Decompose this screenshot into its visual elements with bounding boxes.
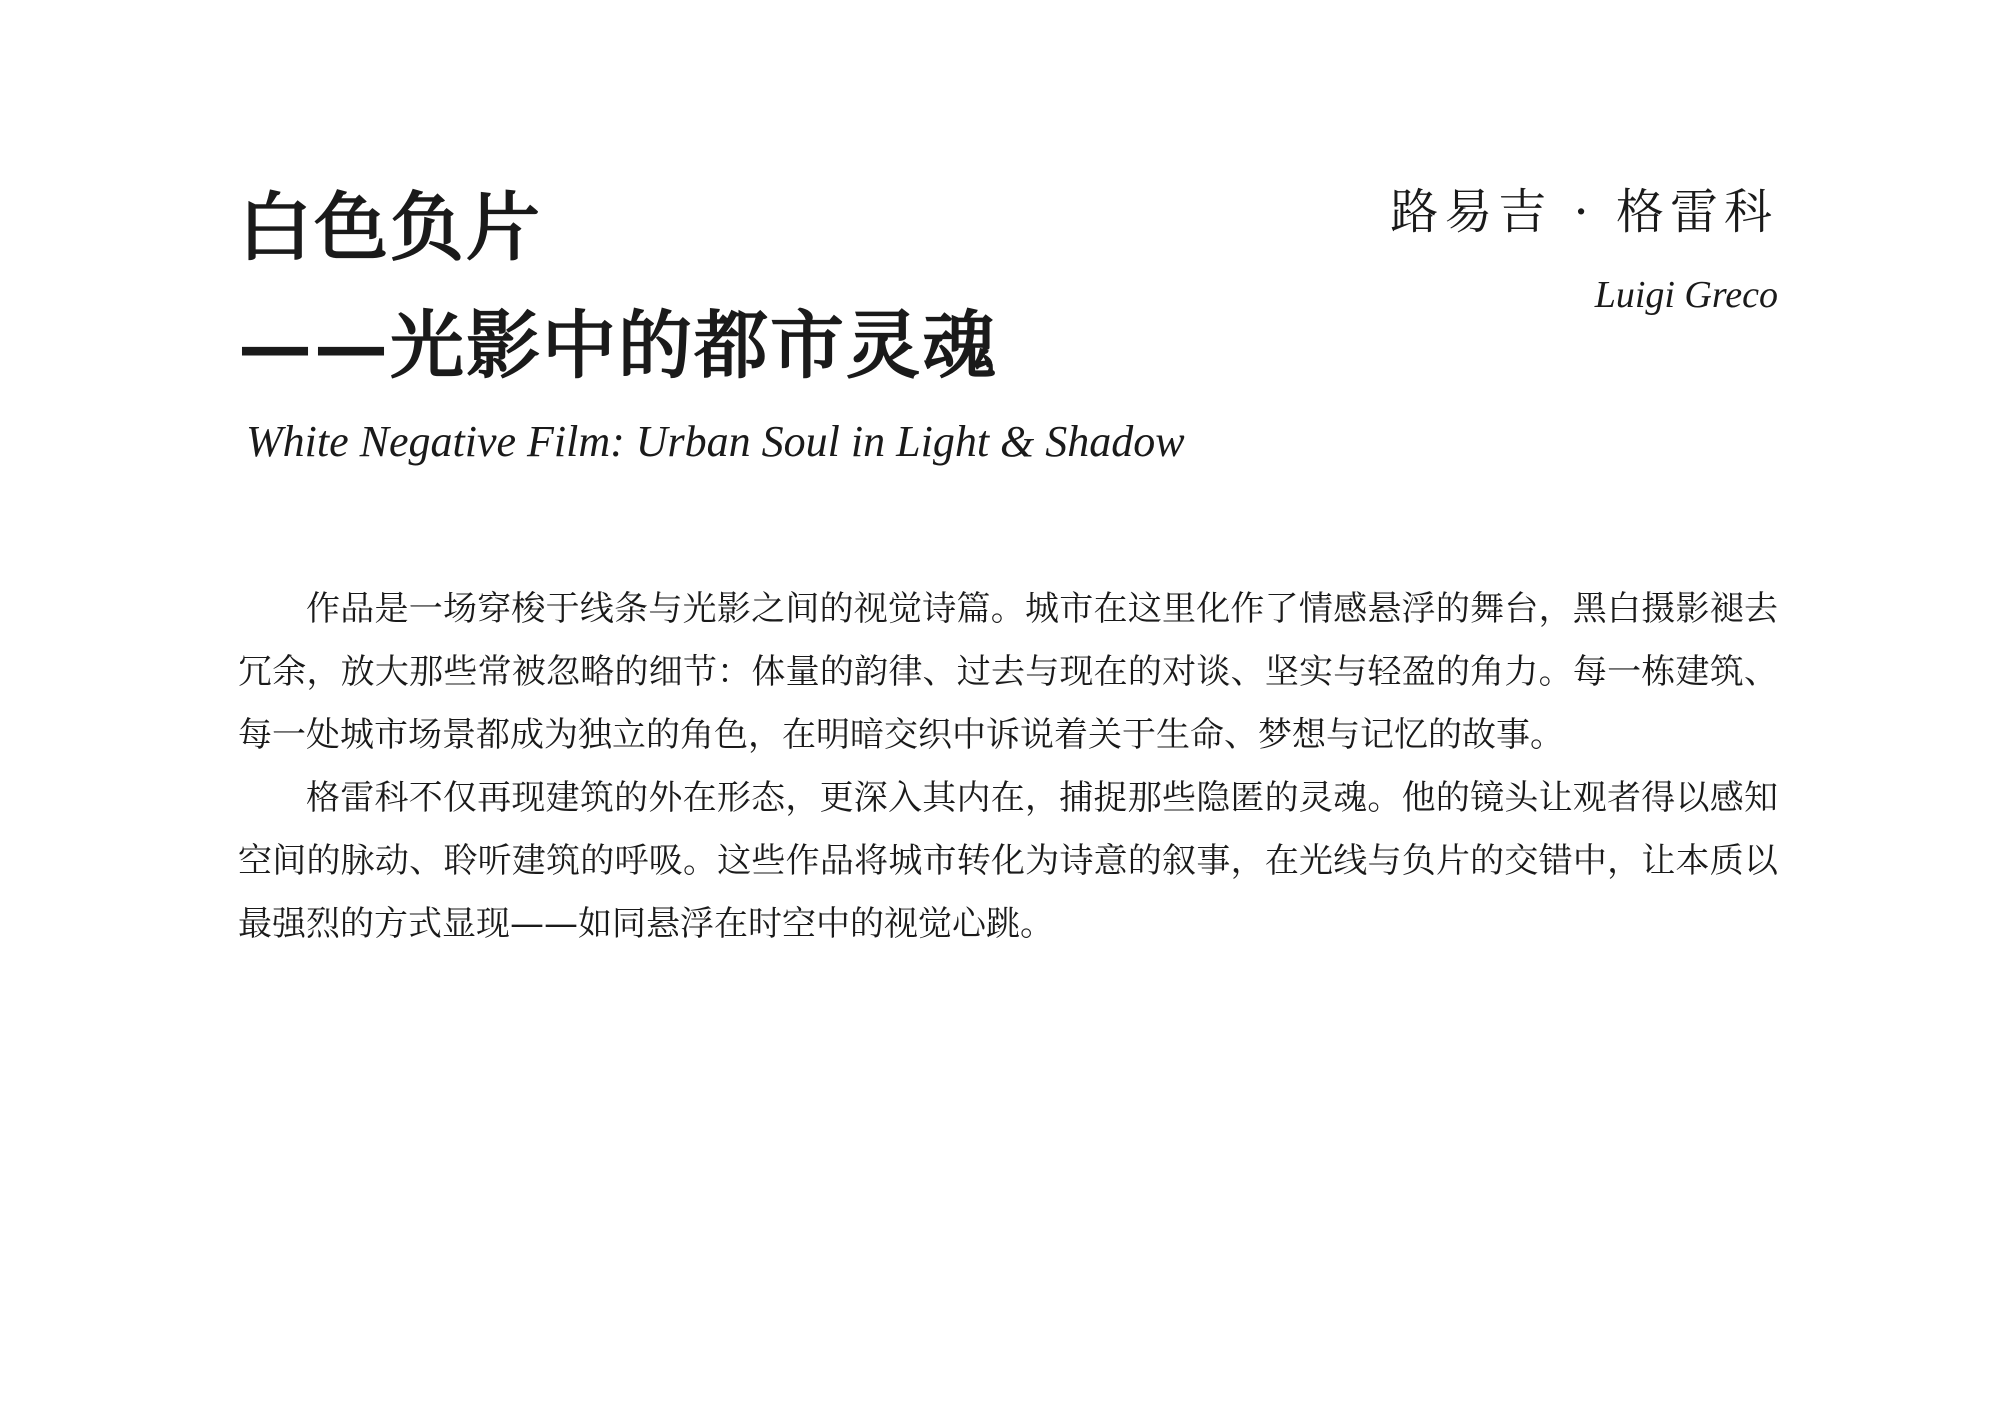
page-subtitle: ——光影中的都市灵魂 bbox=[238, 303, 998, 389]
page-title: 白色负片 bbox=[238, 185, 542, 271]
body-paragraph: 格雷科不仅再现建筑的外在形态，更深入其内在，捕捉那些隐匿的灵魂。他的镜头让观者得以感知空间的脉动、聆听建筑的呼吸。这些作品将城市转化为诗意的叙事，在光线与负片的交错中，让本质以最强烈的方式显现——如同悬浮在时空中的视觉心跳。 bbox=[238, 778, 1778, 944]
body-paragraph: 作品是一场穿梭于线条与光影之间的视觉诗篇。城市在这里化作了情感悬浮的舞台，黑白摄影褪去冗余，放大那些常被忽略的细节：体量的韵律、过去与现在的对谈、坚实与轻盈的角力。每一栋建筑、每一处城市场景都成为独立的角色，在明暗交织中诉说着关于生命、梦想与记忆的故事。 bbox=[238, 589, 1778, 755]
author-name-english: Luigi Greco bbox=[1594, 274, 1778, 316]
english-title: White Negative Film: Urban Soul in Light & Shadow bbox=[246, 417, 1185, 466]
body-text bbox=[238, 578, 1778, 956]
author-name-chinese: 路易吉 · 格雷科 bbox=[1390, 184, 1778, 240]
title-block bbox=[238, 178, 1238, 396]
